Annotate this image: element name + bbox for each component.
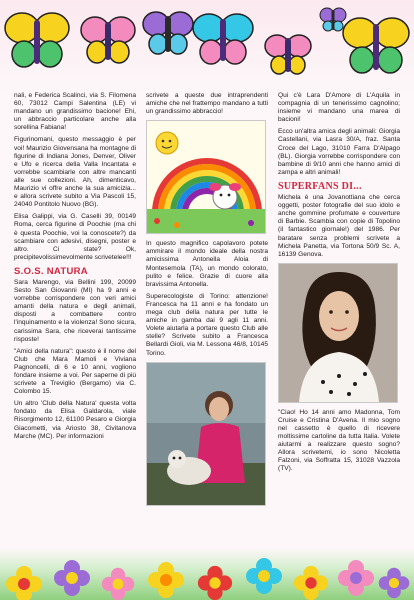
childs-drawing <box>146 120 266 234</box>
text-paragraph: "Amici della natura": questo è il nome del Club che Mara Mamoli e Viviana Pagnoncelli, di 6 e 10 anni, vogliono fondare insieme a voi. Per saperne di più scrivete a Treviglio (Bergamo) via C. Colombo 15. <box>14 347 136 396</box>
butterfly-purple-center <box>140 4 196 60</box>
text-paragraph: Michela è una Jovanottiana che cerca oggetti, poster fotografie del suo idolo e anche gommine profumate e couverture di Barbie. Scambia con copie di Topolino (il fantastico giornale!) del 1986. Per baratare senza problemi scrivete a Michela Panetta, via Tortona 50/9 Sc. A, 16139 Genova. <box>278 194 400 258</box>
butterfly-cyan-center <box>190 6 256 72</box>
rainbow-drawing <box>147 121 265 233</box>
flower-icon <box>146 560 186 600</box>
flower-icon <box>196 564 234 600</box>
flower-icon <box>4 564 44 600</box>
column-center <box>146 92 268 512</box>
text-paragraph: Figurinomani, questo messaggio è per voi! Maurizio Giovensana ha montagne di figurine di Indiana Jones, Denver, Oliver e Ufo e ricerca della Valla Incantata e vorrebbe scambiarle con altre mancanti alle sue collezioni. Ah, dimenticavo, Maurizio vi offre anche la sua amicizia... e allora scrivete subito a Via Pascoli 15, 24040 Pontitolo Nuovo (BG). <box>14 136 136 209</box>
flower-border <box>0 548 414 600</box>
butterfly-pink-left <box>78 10 138 70</box>
section-heading-sos-natura: S.O.S. NATURA <box>14 265 88 277</box>
text-paragraph: scrivete a queste due intraprendenti amiche che nel frattempo mandano a tutti un grandissimo abbraccio! <box>146 92 268 116</box>
butterfly-yellow-left <box>2 6 72 76</box>
butterfly-border <box>0 0 414 92</box>
butterfly-yellow-right <box>340 10 412 82</box>
text-paragraph: Superecologiste di Torino: attenzione! Francesca ha 11 anni e ha fondato un mega club della natura per tutte le amiche in gamba dai 9 agli 11 anni. Volete aiutarla a portare questo Club alle stelle? Scrivete subito a Francesca Bellardi Gioli, via M. Lessona 46/8, 10145 Torino. <box>146 292 268 357</box>
butterfly-pink-right <box>262 28 314 80</box>
girl-with-dog-photo <box>147 363 265 505</box>
column-left <box>14 92 136 445</box>
column-right <box>278 92 400 478</box>
photo-portrait-girl <box>278 263 398 403</box>
text-paragraph: Elisa Galippi, via G. Caselli 39, 00149 Roma, cerca figurine di Poochie (ma chi è questa Poochie, voi la conoscete?) da scambiare con adesivi, disegni, poster e altro. Ci state? Ok, precipitevolissimevolmente scrivetelee!!! <box>14 213 136 261</box>
flower-icon <box>100 566 136 600</box>
text-paragraph: Qui c'è Lara D'Amore di L'Aquila in compagnia di un tenerissimo cagnolino; insieme vi mandano una marea di bacioni! <box>278 92 400 124</box>
flower-icon <box>376 566 412 600</box>
text-paragraph: Sara Marengo, via Bellini 199, 20099 Sesto San Giovanni (MI) ha 9 anni e vorrebbe corrispondere con veri amici amanti della natura e degli animali, disposti a combattere contro l'inquinamento e la violenza! Sono sicura, carissima Sara, che riceverai tantissime risposte! <box>14 278 136 343</box>
portrait-photo <box>279 264 397 402</box>
flower-icon <box>52 558 92 598</box>
text-paragraph: In questo magnifico capolavoro potete ammirare il mondo ideale della nostra amicissima Antonella Aloia di Montesemola (TA), un mondo colorato, pulito e felice. Grazie di cuore alla bravissima Antonella. <box>146 240 268 288</box>
text-paragraph: Ecco un'altra amica degli animali: Giorgia Castellani, via Lasra 30/A, fraz. Santa Croce del Lago, 31010 Farra D'Alpago (BL). Giorgia vorrebbe corrispondere con bambine di 9/10 anni che hanno amici di zampa e altri animali! <box>278 128 400 176</box>
flower-icon <box>292 564 330 600</box>
text-paragraph: nali, e Federica Scalinci, via S. Filomena 60, 73012 Campi Salentina (LE) vi mandano un grandissimo bacione! Ehi, un abbraccio particolare anche alla sorellina Fabiana! <box>14 92 136 132</box>
photo-girl-with-dog <box>146 362 266 506</box>
text-paragraph: Un altro 'Club della Natura' questa volta fondato da Elisa Galdarola, viale Risorgimento 12, 61100 Pesaro e Giorgia Giacometti, via Ariosto 38, Civitanova Marche (MC). Per informazioni <box>14 400 136 440</box>
flower-icon <box>336 558 376 598</box>
text-paragraph: "Ciao! Ho 14 anni amo Madonna, Tom Cruise e Cristina D'Avena. Il mio sogno nel cassetto è quello di ricevere moltissime cartoline da tutta Italia. Volete aiutarmi a realizzare questo sogno? Allora scrivetemi, io sono Nicoletta Falzoni, via Soffratta 15, 31028 Vazzola (TV). <box>278 408 400 473</box>
section-heading-superfans: SUPERFANS DI... <box>278 180 362 192</box>
flower-icon <box>244 556 284 596</box>
